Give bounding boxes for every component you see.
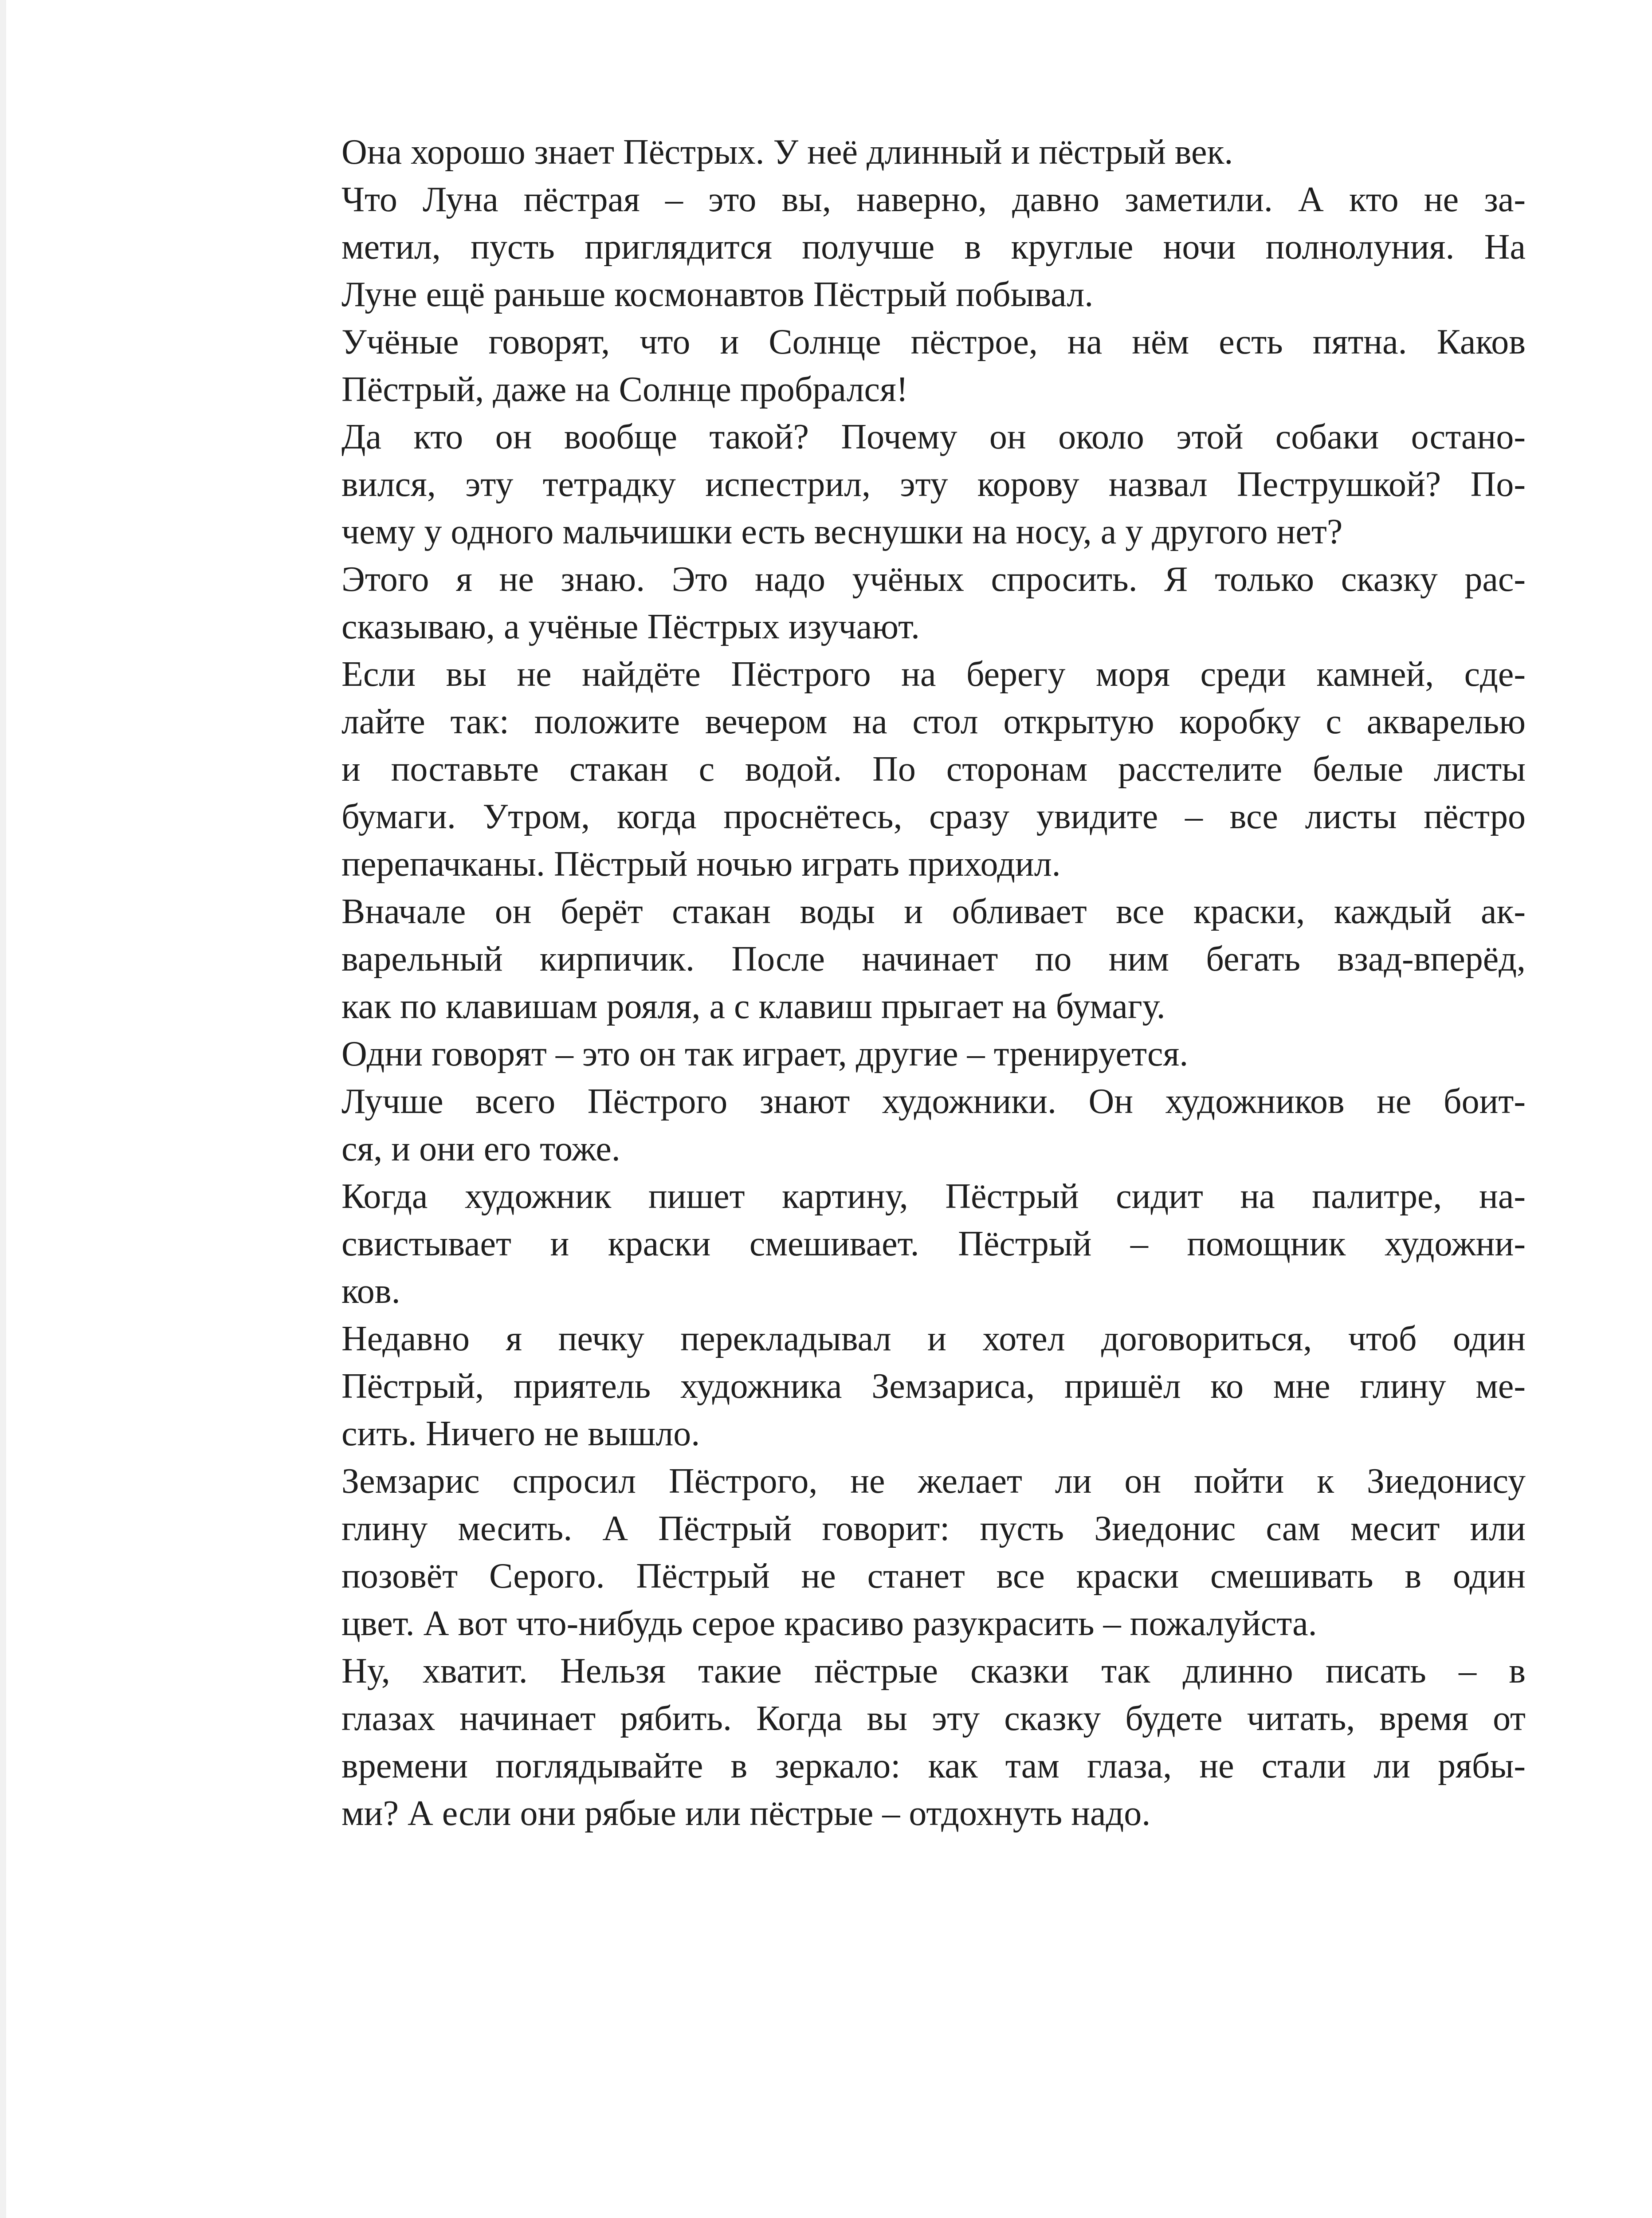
text-line: Пёстрый, даже на Солнце пробрался! xyxy=(341,370,908,409)
text-line: Лучше всего Пёстрого знают художники. Он художников не боит- xyxy=(341,1082,1526,1121)
text-line: Она хорошо знает Пёстрых. У неё длинный и пёстрый век. xyxy=(341,133,1233,172)
paragraph xyxy=(341,319,1526,413)
text-line: перепачканы. Пёстрый ночью играть приходил. xyxy=(341,845,1061,884)
text-line: Когда художник пишет картину, Пёстрый сидит на палитре, на- xyxy=(341,1177,1526,1216)
text-line: глазах начинает рябить. Когда вы эту сказку будете читать, время от xyxy=(341,1699,1526,1738)
paragraph xyxy=(341,413,1526,556)
text-line: Одни говорят – это он так играет, другие – тренируется. xyxy=(341,1034,1189,1074)
text-line: Этого я не знаю. Это надо учёных спросить. Я только сказку рас- xyxy=(341,560,1526,599)
text-line: ся, и они его тоже. xyxy=(341,1129,620,1168)
text-line: Пёстрый, приятель художника Земзариса, пришёл ко мне глину ме- xyxy=(341,1367,1526,1406)
text-line: глину месить. А Пёстрый говорит: пусть Зиедонис сам месит или xyxy=(341,1509,1526,1548)
text-line: и поставьте стакан с водой. По сторонам расстелите белые листы xyxy=(341,750,1526,789)
text-line: сказываю, а учёные Пёстрых изучают. xyxy=(341,607,920,646)
text-line: свистывает и краски смешивает. Пёстрый – помощник художни- xyxy=(341,1224,1526,1263)
paragraph xyxy=(341,556,1526,651)
paragraph xyxy=(341,1458,1526,1648)
text-line: Если вы не найдёте Пёстрого на берегу моря среди камней, сде- xyxy=(341,655,1526,694)
body-text xyxy=(341,129,1526,1837)
text-line: цвет. А вот что-нибудь серое красиво разукрасить – пожалуйста. xyxy=(341,1604,1317,1643)
paragraph xyxy=(341,1648,1526,1837)
text-line: Вначале он берёт стакан воды и обливает все краски, каждый ак- xyxy=(341,892,1526,931)
text-line: ми? А если они рябые или пёстрые – отдохнуть надо. xyxy=(341,1794,1151,1833)
paragraph xyxy=(341,129,1526,176)
paragraph xyxy=(341,1173,1526,1315)
text-line: позовёт Серого. Пёстрый не станет все краски смешивать в один xyxy=(341,1557,1526,1596)
text-line: Луне ещё раньше космонавтов Пёстрый побывал. xyxy=(341,275,1094,314)
paragraph xyxy=(341,1078,1526,1173)
text-line: лайте так: положите вечером на стол открытую коробку с акварелью xyxy=(341,702,1526,741)
text-line: ков. xyxy=(341,1272,400,1311)
text-line: Земзарис спросил Пёстрого, не желает ли он пойти к Зиедонису xyxy=(341,1462,1526,1501)
text-line: Учёные говорят, что и Солнце пёстрое, на нём есть пятна. Каков xyxy=(341,322,1526,362)
text-line: времени поглядывайте в зеркало: как там глаза, не стали ли рябы- xyxy=(341,1746,1526,1785)
text-line: чему у одного мальчишки есть веснушки на носу, а у другого нет? xyxy=(341,512,1343,551)
paragraph xyxy=(341,651,1526,888)
text-line: варельный кирпичик. После начинает по ним бегать взад-вперёд, xyxy=(341,940,1526,979)
paragraph xyxy=(341,1030,1526,1078)
text-line: как по клавишам рояля, а с клавиш прыгает на бумагу. xyxy=(341,987,1165,1026)
paragraph xyxy=(341,176,1526,319)
text-line: метил, пусть приглядится получше в круглые ночи полнолуния. На xyxy=(341,228,1526,267)
page-edge-shadow xyxy=(0,0,6,2218)
paragraph xyxy=(341,1315,1526,1458)
paragraph xyxy=(341,888,1526,1030)
text-line: Что Луна пёстрая – это вы, наверно, давно заметили. А кто не за- xyxy=(341,180,1526,219)
text-line: бумаги. Утром, когда проснётесь, сразу увидите – все листы пёстро xyxy=(341,797,1526,836)
text-line: сить. Ничего не вышло. xyxy=(341,1414,700,1453)
text-line: Недавно я печку перекладывал и хотел договориться, чтоб один xyxy=(341,1319,1526,1358)
text-line: Да кто он вообще такой? Почему он около этой собаки остано- xyxy=(341,417,1526,456)
text-line: вился, эту тетрадку испестрил, эту корову назвал Пеструшкой? По- xyxy=(341,465,1526,504)
text-line: Ну, хватит. Нельзя такие пёстрые сказки так длинно писать – в xyxy=(341,1652,1526,1691)
